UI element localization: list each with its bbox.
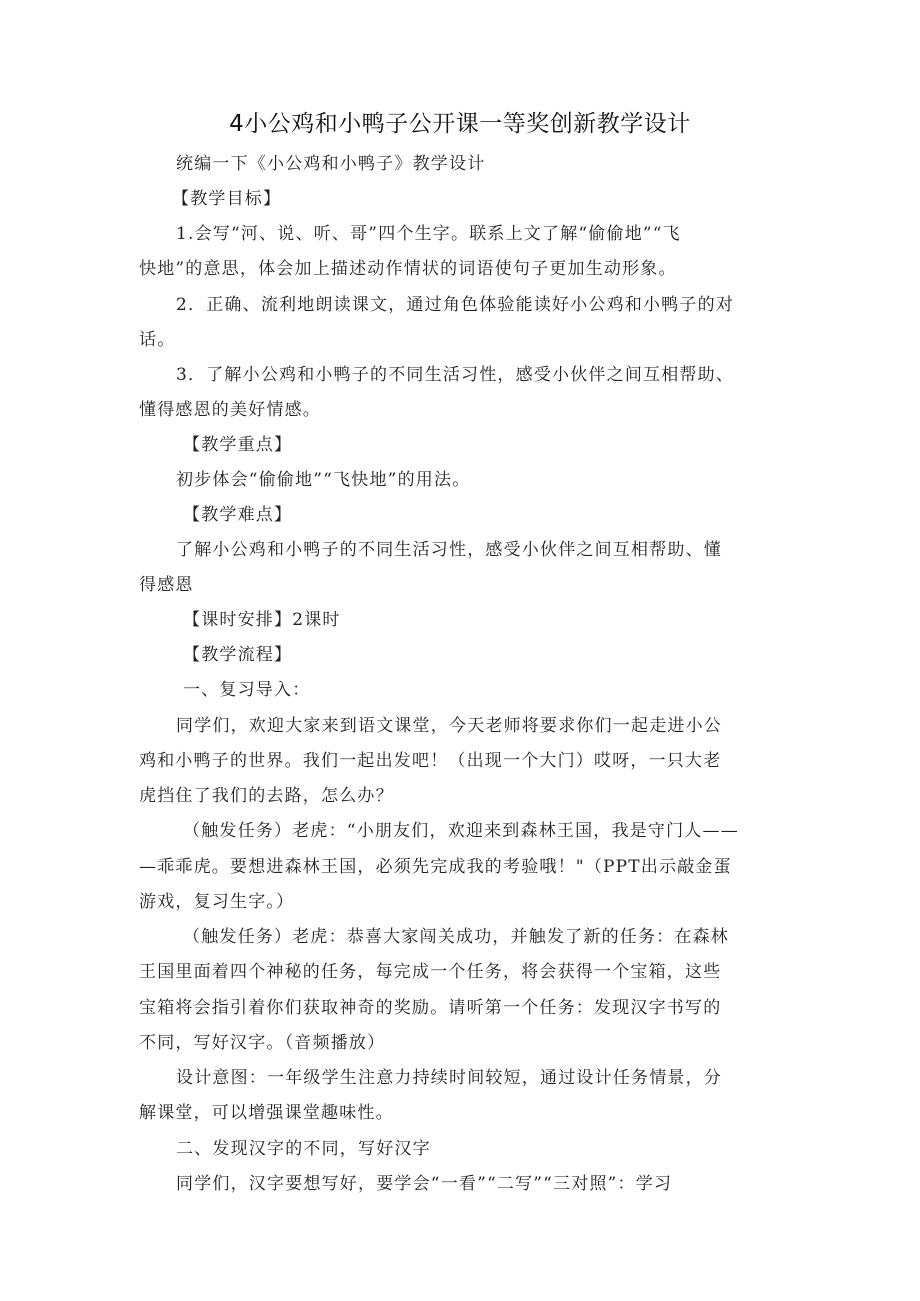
section-subheading: 一、复习导入： (183, 680, 311, 700)
document-title: 4小公鸡和小鸭子公开课一等奖创新教学设计 (229, 111, 691, 137)
paragraph-line: 游戏，复习生字。） (139, 892, 295, 912)
paragraph-line: 初步体会“偷偷地”“飞快地”的用法。 (176, 470, 471, 490)
paragraph-line: 同学们，汉字要想写好，要学会“一看”“二写”“三对照”：学习 (176, 1174, 673, 1194)
paragraph-line: 得感恩 (139, 575, 194, 595)
paragraph-line: 王国里面着四个神秘的任务，每完成一个任务，将会获得一个宝箱，这些 (139, 962, 722, 982)
paragraph-line: （触发任务）老虎：恭喜大家闯关成功，并触发了新的任务：在森林 (183, 927, 729, 947)
section-heading-process: 【教学流程】 (183, 645, 293, 665)
paragraph-line: 了解小公鸡和小鸭子的不同生活习性，感受小伙伴之间互相帮助、懂 (176, 540, 722, 560)
section-heading-key-points: 【教学重点】 (183, 435, 293, 455)
paragraph-line: 不同，写好汉字。（音频播放） (139, 1033, 386, 1053)
paragraph-line: 解课堂，可以增强课堂趣味性。 (139, 1103, 394, 1123)
paragraph-line: 1.会写“河、说、听、哥”四个生字。联系上文了解“偷偷地”“飞 (176, 224, 681, 244)
subtitle-line: 统编一下《小公鸡和小鸭子》教学设计 (176, 154, 486, 174)
paragraph-line: 宝箱将会指引着你们获取神奇的奖励。请听第一个任务：发现汉字书写的 (139, 998, 722, 1018)
paragraph-line: 快地”的意思，体会加上描述动作情状的词语使句子更加生动形象。 (139, 259, 677, 279)
paragraph-line: 设计意图：一年级学生注意力持续时间较短，通过设计任务情景，分 (176, 1068, 722, 1088)
paragraph-line: 2．正确、流利地朗读课文，通过角色体验能读好小公鸡和小鸭子的对 (176, 295, 735, 315)
section-heading-objectives: 【教学目标】 (172, 189, 282, 209)
paragraph-line: —乖乖虎。要想进森林王国，必须先完成我的考验哦！"（PPT出示敲金蛋 (139, 857, 732, 877)
paragraph-line: 鸡和小鸭子的世界。我们一起出发吧！（出现一个大门）哎呀，一只大老 (139, 751, 722, 771)
paragraph-line: 同学们，欢迎大家来到语文课堂，今天老师将要求你们一起走进小公 (176, 716, 722, 736)
paragraph-line: 虎挡住了我们的去路，怎么办？ (139, 786, 394, 806)
paragraph-line: 懂得感恩的美好情感。 (139, 400, 321, 420)
paragraph-line: 话。 (139, 330, 176, 350)
paragraph-line: 3．了解小公鸡和小鸭子的不同生活习性，感受小伙伴之间互相帮助、 (176, 365, 735, 385)
section-subheading: 二、发现汉字的不同，写好汉字 (176, 1139, 431, 1159)
section-heading-schedule: 【课时安排】2课时 (183, 610, 341, 630)
paragraph-line: （触发任务）老虎：“小朋友们，欢迎来到森林王国，我是守门人—— (183, 821, 739, 841)
section-heading-difficulties: 【教学难点】 (183, 505, 293, 525)
